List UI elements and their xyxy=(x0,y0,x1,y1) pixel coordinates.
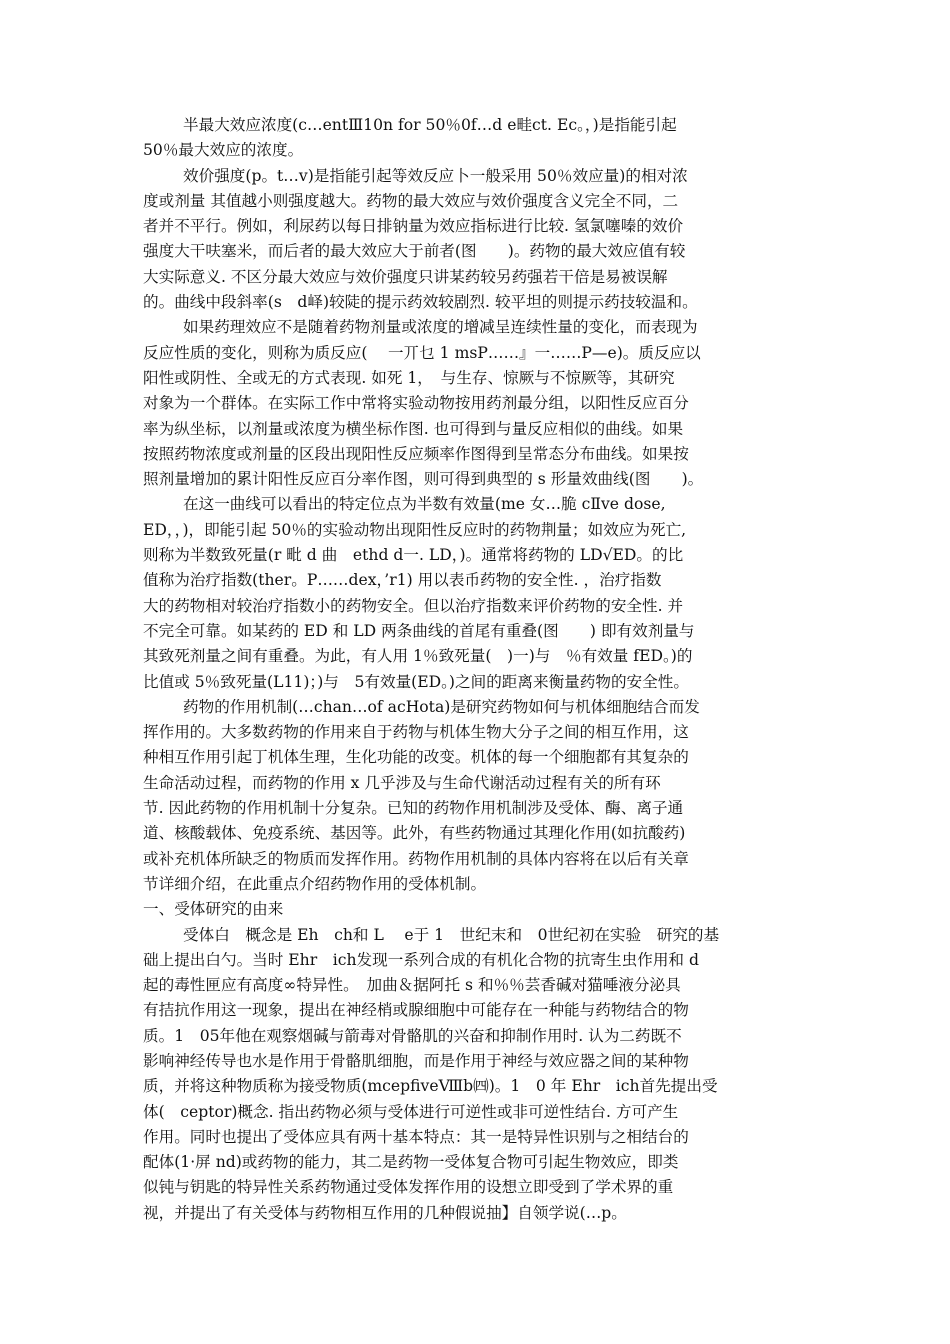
text-line: 大的药物相对较治疗指数小的药物安全。但以治疗指数来评价药物的安全性. 并 xyxy=(143,596,684,615)
text-line: 照剂量增加的累计阳性反应百分率作图，则可得到典型的 s 形量效曲线(图 )。 xyxy=(143,470,704,489)
text-line: 有拮抗作用这一现象，提出在神经梢或腺细胞中可能存在一种能与药物结合的物 xyxy=(143,1001,689,1020)
text-line: 受体白 概念是 Eh ch和 L e于 1 世纪末和 0世纪初在实验 研究的基 xyxy=(183,925,720,944)
text-line: ED，，)，即能引起 50％的实验动物出现阳性反应时的药物荆量；如效应为死亡, xyxy=(143,520,687,539)
text-line: 值称为治疗指数(ther。P……dex，’r1) 用以表币药物的安全性. ，治疗指数 xyxy=(143,571,662,590)
text-line: 效价强度(p。t…v)是指能引起等效反应卜一般采用 50％效应量)的相对浓 xyxy=(183,166,688,185)
paragraph-mechanism xyxy=(143,695,811,897)
text-line: 者并不平行。例如，利尿药以每日排钠量为效应指标进行比较. 氢氯噻嗪的效价 xyxy=(143,217,684,236)
text-line: 半最大效应浓度(c…entⅢ10n for 50％0f…d e畦ct. Ec。，)是指能引起 xyxy=(183,116,677,134)
text-line: 度或剂量 其值越小则强度越大。药物的最大效应与效价强度含义完全不同，二 xyxy=(143,191,679,210)
paragraph-quantal-response xyxy=(143,315,811,492)
text-line: 50％最大效应的浓度。 xyxy=(143,141,304,160)
text-line: 或补充机体所缺乏的物质而发挥作用。药物作用机制的具体内容将在以后有关章 xyxy=(143,849,689,868)
text-line: 作用。同时也提出了受体应具有两十基本特点：其一是特异性识别与之相结台的 xyxy=(143,1127,689,1146)
text-line: 质。1 05年他在观察烟碱与箭毒对骨骼肌的兴奋和抑制作用时. 认为二药既不 xyxy=(143,1026,682,1045)
text-line: 挥作用的。大多数药物的作用来自于药物与机体生物大分子之间的相互作用，这 xyxy=(143,723,689,742)
text-line: 的。曲线中段斜率(s d峄)较陡的提示药效较剧烈. 较平坦的则提示药技较温和。 xyxy=(143,293,698,312)
document-body xyxy=(143,113,811,1226)
text-line: 大实际意义. 不区分最大效应与效价强度只讲某药较另药强若干倍是易被误解 xyxy=(143,267,668,286)
text-line: 按照药物浓度或剂量的区段出现阳性反应频率作图得到呈常态分布曲线。如果按 xyxy=(143,444,689,463)
text-line: 种相互作用引起丁机体生理，生化功能的改变。机体的每一个细胞都有其复杂的 xyxy=(143,748,689,767)
text-line: 药物的作用机制(…chan…of acHota)是研究药物如何与机体细胞结合而发 xyxy=(183,697,700,716)
text-line: 质，并将这种物质称为接受物质(mcepfiveⅧb㈣)。1 0 年 Ehr ich首先提出受 xyxy=(143,1077,718,1096)
text-line: 道、核酸载体、免疫系统、基因等。此外，有些药物通过其理化作用(如抗酸药) xyxy=(143,824,686,843)
text-line: 阳性或阴性、全或无的方式表现. 如死 1， 与生存、惊厥与不惊厥等，其研究 xyxy=(143,368,675,387)
text-line: 对象为一个群体。在实际工作中常将实验动物按用药剂最分组，以阳性反应百分 xyxy=(143,394,689,413)
paragraph-receptor-origin xyxy=(143,923,811,1227)
text-line: 生命活动过程，而药物的作用 x 几乎涉及与生命代谢活动过程有关的所有环 xyxy=(143,773,661,792)
text-line: 节. 因此药物的作用机制十分复杂。已知的药物作用机制涉及受体、酶、离子通 xyxy=(143,799,684,818)
text-line: 节详细介绍，在此重点介绍药物作用的受体机制。 xyxy=(143,874,487,893)
text-line: 在这一曲线可以看出的特定位点为半数有效量(me 女…脆 cⅡve dose, xyxy=(183,495,666,514)
section-heading: 一、受体研究的由来 xyxy=(143,900,284,919)
text-line: 如果药理效应不是随着药物剂量或浓度的增减呈连续性量的变化，而表现为 xyxy=(183,318,698,337)
text-line: 起的毒性匣应有高度∞特异性。 加曲＆据阿托 s 和％％芸香碱对猫唾液分泌具 xyxy=(143,976,681,995)
text-line: 其致死剂量之间有重叠。为此，有人用 1％致死量( )一)与 ％有效量 fED。)的 xyxy=(143,647,693,666)
paragraph-potency xyxy=(143,164,811,316)
text-line: 则称为半数致死量(r 毗 d 曲 ethd d一. LD，)。通常将药物的 LD√ED。的比 xyxy=(143,546,684,565)
text-line: 比值或 5％致死量(L11)；)与 5有效量(ED。)之间的距离来衡量药物的安全性。 xyxy=(143,672,689,691)
text-line: 础上提出白勺。当时 Ehr ich发现一系列合成的有机化合物的抗寄生虫作用和 d xyxy=(143,950,699,969)
text-line: 强度大干呋塞米，而后者的最大效应大于前者(图 )。药物的最大效应值有较 xyxy=(143,242,686,261)
paragraph-half-max-concentration xyxy=(143,113,811,164)
text-line: 反应性质的变化，则称为质反应( 一丌乜 1 msP……』一……P—e)。质反应以 xyxy=(143,343,701,362)
text-line: 影响神经传导也水是作用于骨骼肌细胞，而是作用于神经与效应器之间的某种物 xyxy=(143,1051,689,1070)
text-line: 配体(1·屏 nd)或药物的能力，其二是药物一受体复合物可引起生物效应，即类 xyxy=(143,1153,679,1172)
text-line: 体( ceptor)概念. 指出药物必须与受体进行可逆性或非可逆性结台. 方可产生 xyxy=(143,1102,679,1121)
text-line: 率为纵坐标，以剂量或浓度为横坐标作图. 也可得到与量反应相似的曲线。如果 xyxy=(143,419,684,438)
text-line: 似钝与钥匙的特异性关系药物通过受体发挥作用的设想立即受到了学术界的重 xyxy=(143,1178,674,1197)
paragraph-therapeutic-index xyxy=(143,492,811,694)
text-line: 不完全可靠。如某药的 ED 和 LD 两条曲线的首尾有重叠(图 ) 即有效剂量与 xyxy=(143,621,695,640)
text-line: 视，并提出了有关受体与药物相互作用的几种假说抽】自领学说(…p。 xyxy=(143,1203,627,1222)
